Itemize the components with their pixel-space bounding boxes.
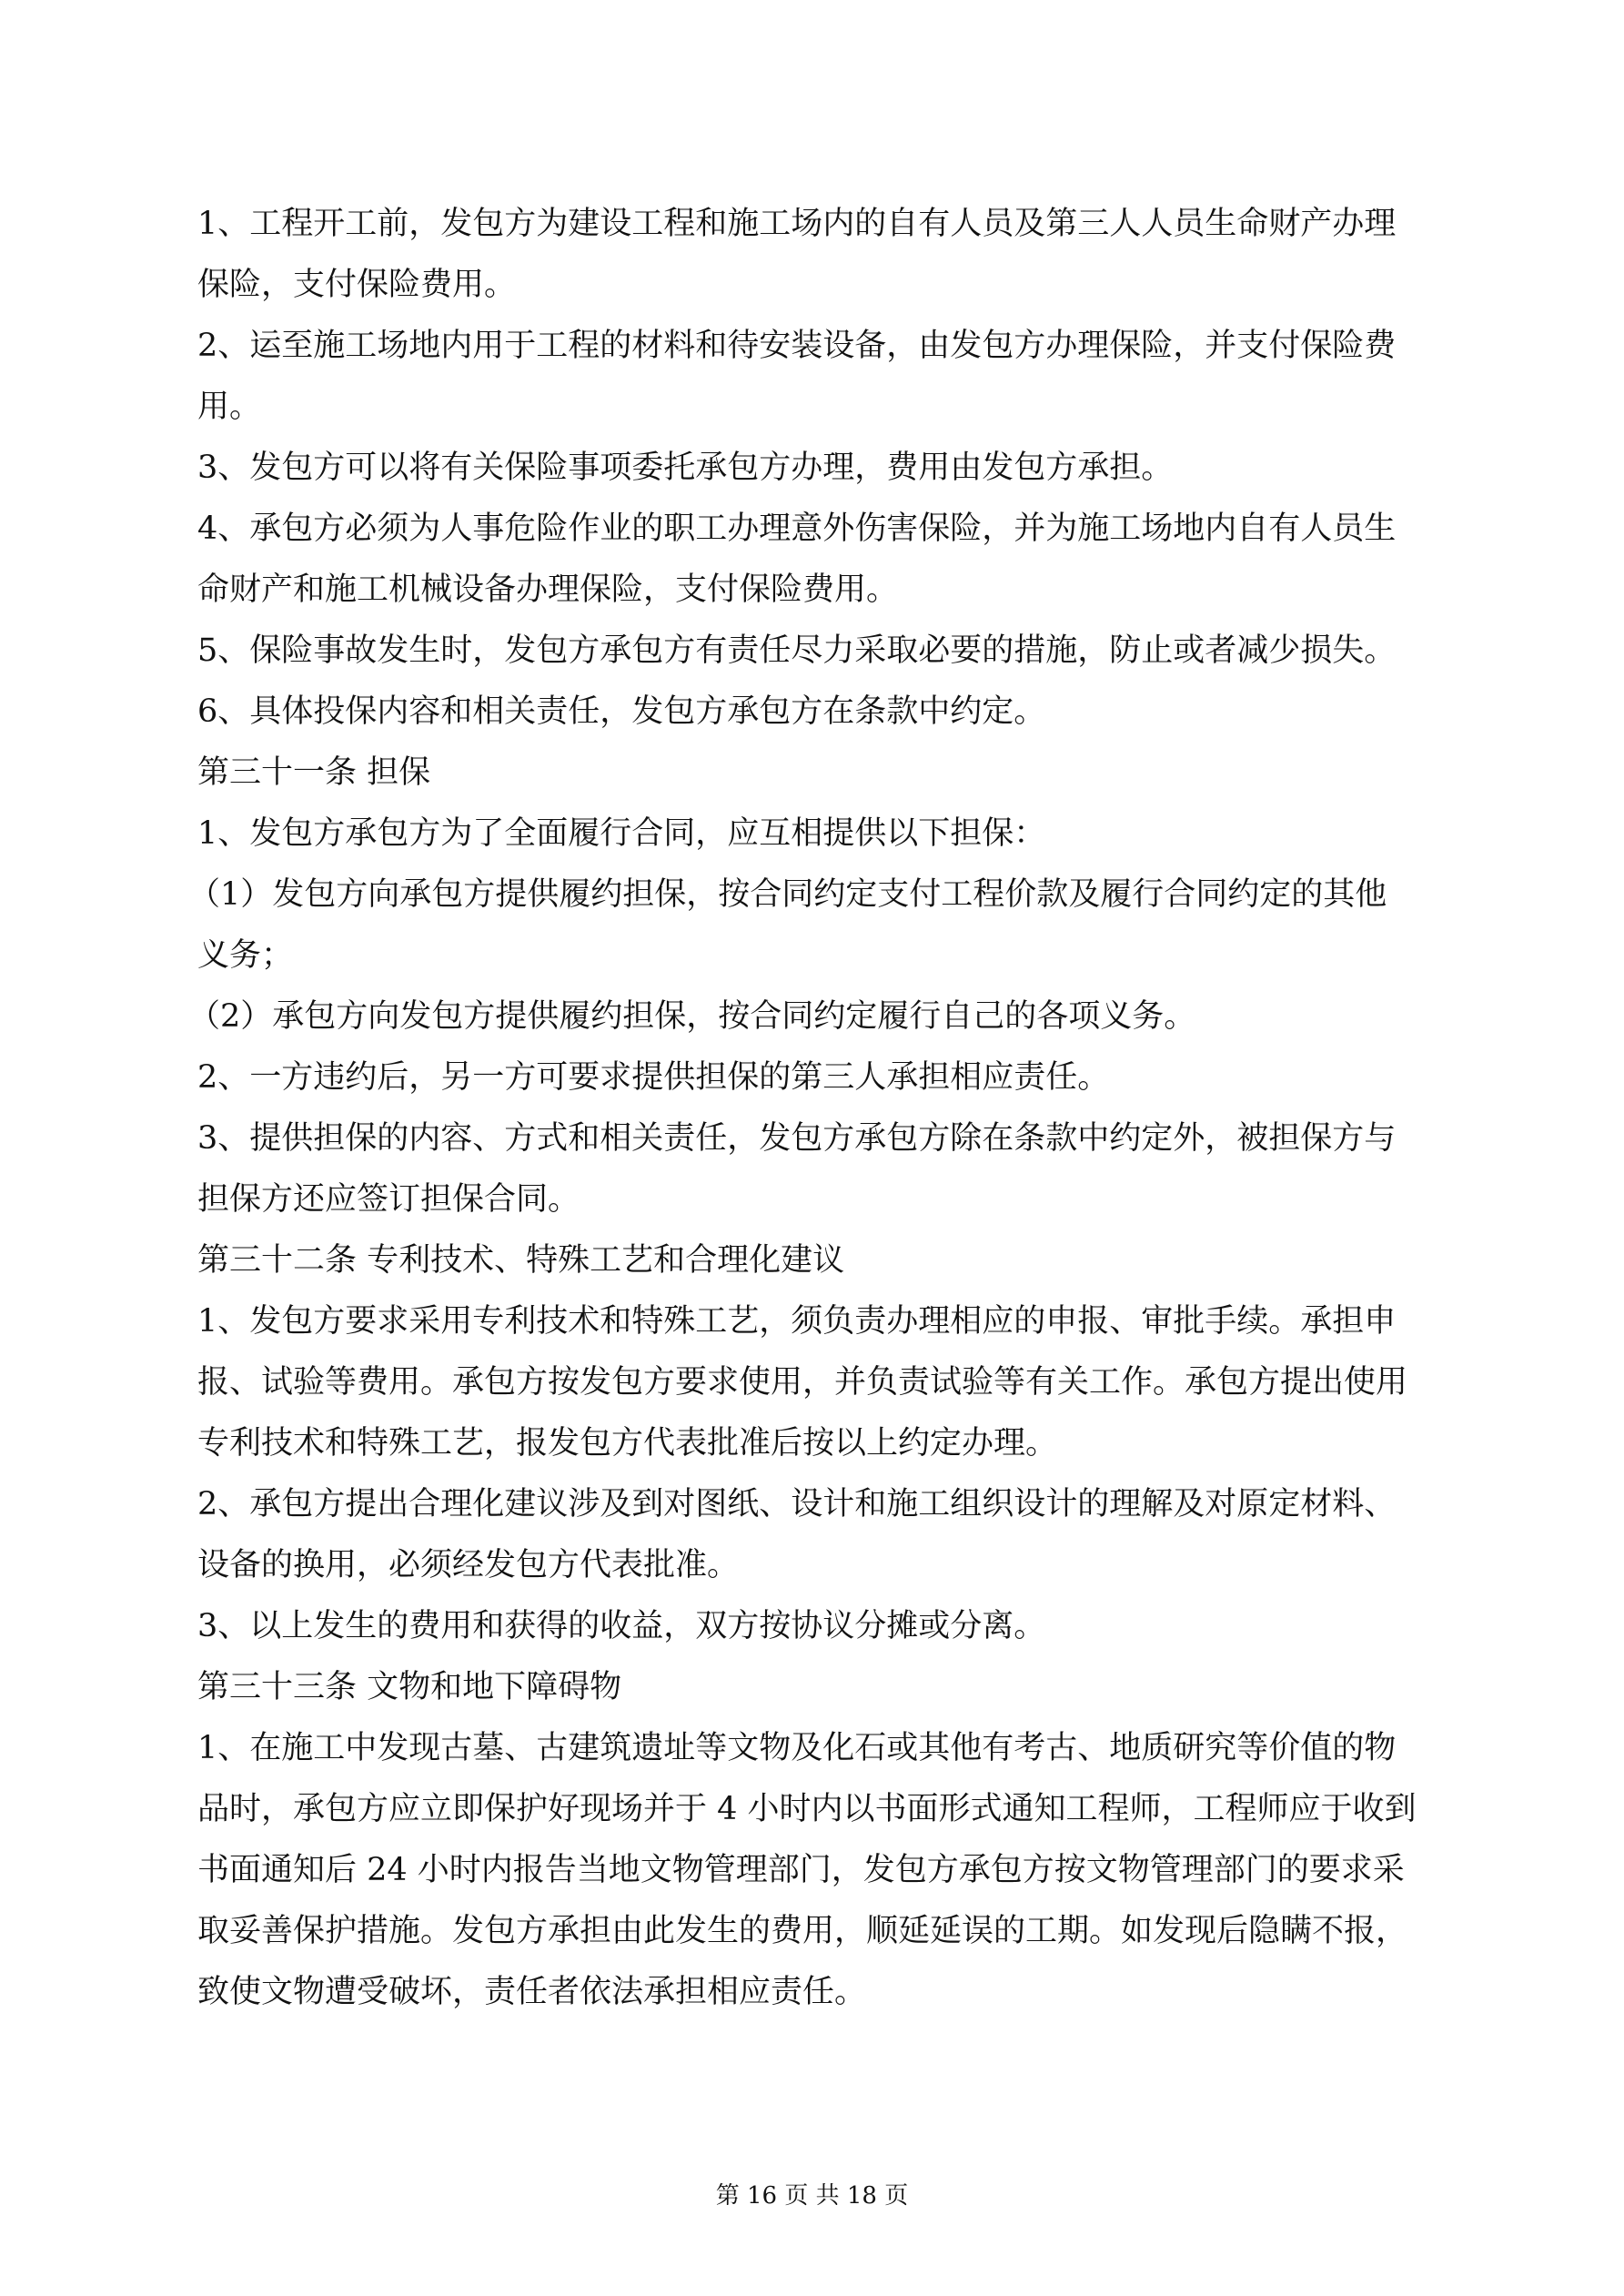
text-line: 担保方还应签订担保合同。 xyxy=(197,1181,580,1218)
text-line: 5、保险事故发生时，发包方承包方有责任尽力采取必要的措施，防止或者减少损失。 xyxy=(197,632,1397,669)
page-number-footer: 第 16 页 共 18 页 xyxy=(715,2182,909,2210)
text-line: 设备的换用，必须经发包方代表批准。 xyxy=(197,1547,740,1583)
text-line: 2、承包方提出合理化建议涉及到对图纸、设计和施工组织设计的理解及对原定材料、 xyxy=(197,1486,1397,1522)
text-line: 义务； xyxy=(197,937,294,974)
text-line: 2、一方违约后，另一方可要求提供担保的第三人承担相应责任。 xyxy=(197,1059,1110,1096)
text-line: 6、具体投保内容和相关责任，发包方承包方在条款中约定。 xyxy=(197,693,1046,730)
text-line: 致使文物遭受破坏，责任者依法承担相应责任。 xyxy=(197,1974,867,2010)
article-heading-33: 第三十三条 文物和地下障碍物 xyxy=(197,1669,622,1705)
text-line: 1、工程开工前，发包方为建设工程和施工场内的自有人员及第三人人员生命财产办理 xyxy=(197,206,1397,242)
text-line: 2、运至施工场地内用于工程的材料和待安装设备，由发包方办理保险，并支付保险费 xyxy=(197,328,1397,364)
article-heading-31: 第三十一条 担保 xyxy=(197,754,431,791)
article-heading-32: 第三十二条 专利技术、特殊工艺和合理化建议 xyxy=(197,1242,845,1279)
text-line: 4、承包方必须为人事危险作业的职工办理意外伤害保险，并为施工场地内自有人员生 xyxy=(197,511,1397,547)
text-line: 1、发包方要求采用专利技术和特殊工艺，须负责办理相应的申报、审批手续。承担申 xyxy=(197,1303,1397,1340)
text-line: 报、试验等费用。承包方按发包方要求使用，并负责试验等有关工作。承包方提出使用 xyxy=(197,1364,1408,1401)
text-line: 3、提供担保的内容、方式和相关责任，发包方承包方除在条款中约定外，被担保方与 xyxy=(197,1120,1397,1157)
text-line: 取妥善保护措施。发包方承担由此发生的费用，顺延延误的工期。如发现后隐瞒不报， xyxy=(197,1913,1408,1949)
text-line: 3、发包方可以将有关保险事项委托承包方办理，费用由发包方承担。 xyxy=(197,450,1174,486)
text-line: 1、在施工中发现古墓、古建筑遗址等文物及化石或其他有考古、地质研究等价值的物 xyxy=(197,1730,1397,1766)
document-body xyxy=(188,194,1444,2023)
text-line: （2）承包方向发包方提供履约担保，按合同约定履行自己的各项义务。 xyxy=(188,998,1196,1035)
text-line: 1、发包方承包方为了全面履行合同，应互相提供以下担保： xyxy=(197,815,1046,852)
text-line: （1）发包方向承包方提供履约担保，按合同约定支付工程价款及履行合同约定的其他 xyxy=(188,876,1387,913)
text-line: 品时，承包方应立即保护好现场并于 4 小时内以书面形式通知工程师，工程师应于收到 xyxy=(197,1791,1417,1827)
text-line: 用。 xyxy=(197,389,262,425)
text-line: 专利技术和特殊工艺，报发包方代表批准后按以上约定办理。 xyxy=(197,1425,1058,1462)
text-line: 命财产和施工机械设备办理保险，支付保险费用。 xyxy=(197,571,899,608)
text-line: 保险，支付保险费用。 xyxy=(197,267,517,303)
text-line: 书面通知后 24 小时内报告当地文物管理部门，发包方承包方按文物管理部门的要求采 xyxy=(197,1852,1405,1888)
text-line: 3、以上发生的费用和获得的收益，双方按协议分摊或分离。 xyxy=(197,1608,1046,1644)
